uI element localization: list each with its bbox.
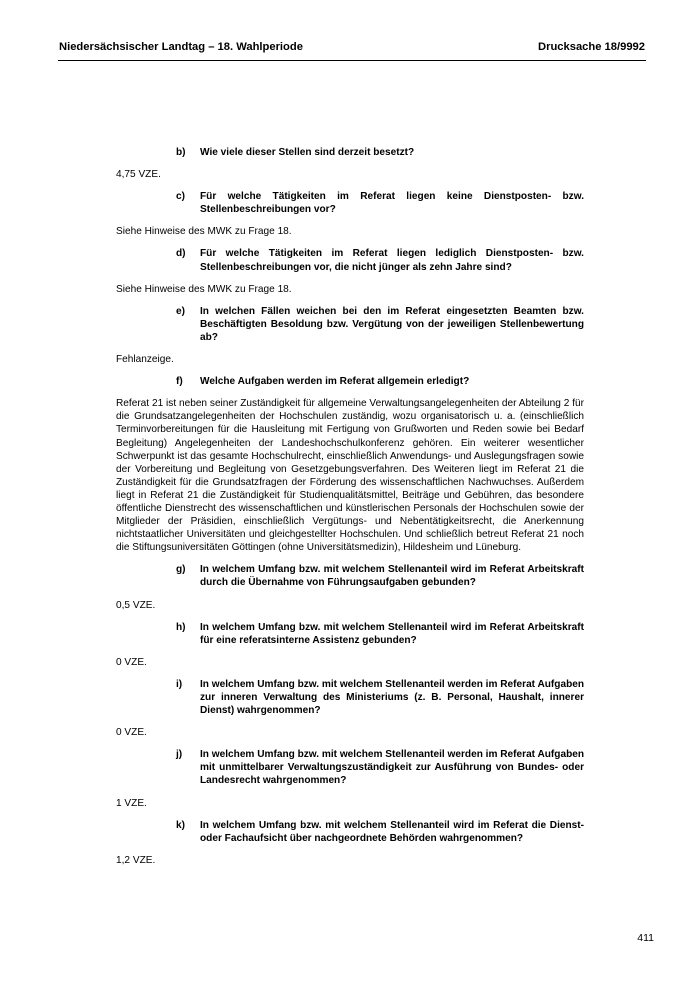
- answer-b: 4,75 VZE.: [116, 169, 161, 181]
- question-label: k): [176, 819, 185, 831]
- question-label: d): [176, 248, 186, 260]
- answer-j: 1 VZE.: [116, 797, 147, 809]
- question-text: In welchem Umfang bzw. mit welchem Stellenanteil wird im Referat Arbeitskraft für eine referatsinterne Assistenz gebunden?: [200, 621, 584, 646]
- question-label: f): [176, 376, 183, 388]
- question-text: In welchem Umfang bzw. mit welchem Stellenanteil wird im Referat die Dienst- oder Fachaufsicht über nachgeordnete Behörden wahrgenommen?: [200, 819, 584, 844]
- question-e: [116, 305, 584, 344]
- question-text: Für welche Tätigkeiten im Referat liegen lediglich Dienstposten- bzw. Stellenbeschreibungen vor, die nicht jünger als zehn Jahre sind?: [200, 248, 584, 273]
- answer-g: 0,5 VZE.: [116, 599, 156, 611]
- question-label: j): [176, 749, 183, 761]
- question-i: [116, 678, 584, 717]
- page-header: [59, 40, 645, 54]
- question-label: h): [176, 621, 186, 633]
- question-b: [116, 146, 584, 159]
- answer-c: Siehe Hinweise des MWK zu Frage 18.: [116, 226, 292, 238]
- question-k: [116, 819, 584, 845]
- header-title: Niedersächsischer Landtag – 18. Wahlperiode: [59, 41, 303, 53]
- question-label: i): [176, 678, 183, 690]
- question-label: g): [176, 564, 186, 576]
- question-text: Für welche Tätigkeiten im Referat liegen keine Dienstposten- bzw. Stellenbeschreibungen vor?: [200, 191, 584, 216]
- question-text: Wie viele dieser Stellen sind derzeit besetzt?: [200, 147, 415, 158]
- question-label: e): [176, 305, 185, 317]
- answer-e: Fehlanzeige.: [116, 354, 174, 366]
- question-label: b): [176, 147, 186, 158]
- answer-d: Siehe Hinweise des MWK zu Frage 18.: [116, 283, 292, 295]
- qa-content: [116, 146, 584, 867]
- question-text: In welchem Umfang bzw. mit welchem Stellenanteil wird im Referat Arbeitskraft durch die Übernahme von Führungsaufgaben gebunden?: [200, 564, 584, 589]
- question-text: In welchem Umfang bzw. mit welchem Stellenanteil werden im Referat Aufgaben mit unmittelbarer Verwaltungszuständigkeit zur Ausführung von Bundes- oder Landesrecht wahrgenommen?: [200, 749, 585, 787]
- question-text: In welchem Umfang bzw. mit welchem Stellenanteil werden im Referat Aufgaben zur inneren Verwaltung des Ministeriums (z. B. Personal, Haushalt, innerer Dienst) wahrgenommen?: [200, 678, 585, 717]
- question-f: [116, 375, 584, 388]
- header-rule: [58, 60, 646, 61]
- answer-i: 0 VZE.: [116, 727, 147, 739]
- question-label: c): [176, 191, 185, 203]
- question-text: Welche Aufgaben werden im Referat allgemein erledigt?: [200, 376, 470, 388]
- answer-k: 1,2 VZE.: [116, 854, 156, 866]
- question-text: In welchen Fällen weichen bei den im Referat eingesetzten Beamten bzw. Beschäftigten Besoldung bzw. Vergütung von der jeweiligen Stellenbewertung ab?: [200, 305, 584, 343]
- answer-h: 0 VZE.: [116, 656, 147, 668]
- answer-f: Referat 21 ist neben seiner Zuständigkeit für allgemeine Verwaltungsangelegenheiten der Abteilung 2 für die Grundsatzangelegenheiten der Hochschulen zuständig, wozu organisatorisch u. a. (einschließlich Terminvorbereitungen für die Hausleitung mit Fertigung von Grußworten und Reden sowie bei Bedarf Begleitung) Angelegenheiten der Landeshochschulkonferenz gehören. Ein weiterer wesentlicher Schwerpunkt ist das gesamte Hochschulrecht, einschließlich Anwendungs- und Auslegungsfragen sowie der Vorbereitung und Begleitung von Gesetzgebungsverfahren. Des Weiteren liegt im Referat 21 die Zuständigkeit für die Grundsatzfragen der Förderung des wissenschaftlichen Nachwuchses. Außerdem liegt in Referat 21 die Zuständigkeit für Studienqualitätsmittel, Beiträge und Gebühren, das besondere öffentliche Dienstrecht des wissenschaftlichen und künstlerischen Personals der Hochschulen sowie der Mitglieder der Präsidien, einschließlich Vergütungs- und Nebentätigkeitsrecht, die Anerkennung nichtstaatlicher Universitäten und gleichgestellter Hochschulen. Und schließlich betreut Referat 21 noch die Stiftungsuniversitäten Göttingen (ohne Universitätsmedizin), Hildesheim und Lüneburg.: [116, 398, 584, 554]
- page-number: 411: [637, 932, 654, 944]
- header-document-number: Drucksache 18/9992: [538, 41, 645, 53]
- question-g: [116, 563, 584, 589]
- question-d: [116, 247, 584, 273]
- question-j: [116, 748, 584, 787]
- question-c: [116, 190, 584, 216]
- question-h: [116, 621, 584, 647]
